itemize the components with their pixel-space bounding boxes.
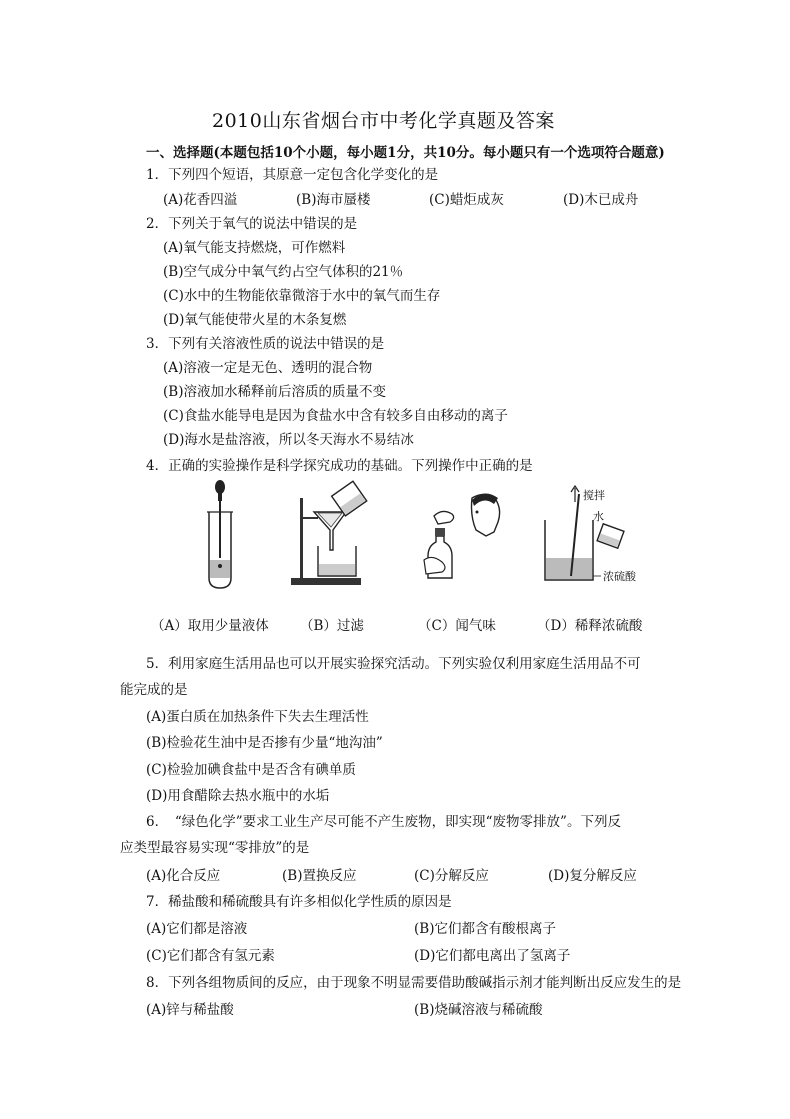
dropper-neck (218, 493, 222, 501)
question-6-option-a: (A)化合反应 (146, 868, 221, 884)
question-3-option-a: (A)溶液一定是无色、透明的混合物 (163, 360, 373, 376)
question-7-option-a: (A)它们都是溶液 (146, 921, 248, 937)
question-7-option-c: (C)它们都含有氢元素 (146, 948, 275, 964)
beaker-acid (546, 558, 592, 579)
question-5-stem-line2: 能完成的是 (120, 682, 188, 698)
hand-wafting (434, 511, 454, 524)
question-5-option-a: (A)蛋白质在加热条件下失去生理活性 (146, 709, 369, 725)
question-2-option-d: (D)氧气能使带火星的木条复燃 (163, 312, 347, 328)
question-6-option-c: (C)分解反应 (414, 868, 489, 884)
caption-d: （D）稀释浓硫酸 (537, 618, 643, 634)
stand-rod (300, 498, 303, 578)
question-2-stem: 2．下列关于氧气的说法中错误的是 (146, 216, 358, 232)
question-7-option-d: (D)它们都电离出了氢离子 (414, 948, 571, 964)
question-5-stem-line1: 5．利用家庭生活用品也可以开展实验探究活动。下列实验仅利用家庭生活用品不可 (146, 656, 641, 672)
question-4-stem: 4．正确的实验操作是科学探究成功的基础。下列操作中正确的是 (146, 458, 533, 474)
beaker-liquid (319, 564, 355, 575)
bottle-stopper (435, 528, 445, 536)
test-tube-liquid (210, 560, 230, 578)
question-8-option-a: (A)锌与稀盐酸 (146, 1002, 234, 1018)
question-8-stem: 8．下列各组物质间的反应，由于现象不明显需要借助酸碱指示剂才能判断出反应发生的是 (146, 975, 682, 991)
eye (476, 511, 479, 514)
question-7-stem: 7．稀盐酸和稀硫酸具有许多相似化学性质的原因是 (146, 894, 452, 910)
label-water: 水 (593, 510, 604, 523)
question-3-option-b: (B)溶液加水稀释前后溶质的质量不变 (163, 384, 386, 400)
question-3-option-c: (C)食盐水能导电是因为食盐水中含有较多自由移动的离子 (163, 408, 508, 424)
page-title: 2010山东省烟台市中考化学真题及答案 (212, 110, 555, 132)
label-stir: 搅拌 (583, 489, 605, 502)
question-3-option-d: (D)海水是盐溶液，所以冬天海水不易结冰 (163, 432, 414, 448)
caption-b: （B）过滤 (300, 618, 364, 634)
filtration-figure (288, 480, 383, 588)
question-7-option-b: (B)它们都含有酸根离子 (414, 921, 556, 937)
question-2-option-a: (A)氧气能支持燃烧，可作燃料 (163, 240, 346, 256)
question-6-option-b: (B)置换反应 (282, 868, 357, 884)
dropper-bulb (215, 480, 225, 494)
stand-base (291, 578, 361, 585)
caption-c: （C）闻气味 (418, 618, 496, 634)
dropper-test-tube-figure (195, 478, 245, 593)
question-1-option-a: (A)花香四溢 (163, 192, 238, 208)
question-1-stem: 1．下列四个短语，其原意一定包含化学变化的是 (146, 167, 439, 183)
question-1-option-c: (C)蜡炬成灰 (429, 192, 504, 208)
question-3-stem: 3．下列有关溶液性质的说法中错误的是 (146, 336, 385, 352)
question-1-option-d: (D)木已成舟 (563, 192, 639, 208)
caption-a: （A）取用少量液体 (151, 618, 269, 634)
question-6-stem-line1: 6． “绿色化学”要求工业生产尽可能不产生废物，即实现“废物零排放”。下列反 (146, 814, 621, 830)
question-2-option-b: (B)空气成分中氧气约占空气体积的21％ (163, 264, 404, 280)
question-5-option-c: (C)检验加碘食盐中是否含有碘单质 (146, 762, 356, 778)
question-8-option-b: (B)烧碱溶液与稀硫酸 (414, 1002, 543, 1018)
water-cup (597, 524, 624, 548)
liquid-drop (218, 564, 222, 568)
section-heading: 一、选择题(本题包括10个小题，每小题1分，共10分。每小题只有一个选项符合题意) (146, 145, 665, 161)
question-6-stem-line2: 应类型最容易实现“零排放”的是 (120, 840, 310, 856)
pouring-beaker (332, 481, 367, 516)
question-1-option-b: (B)海市蜃楼 (296, 192, 371, 208)
smelling-figure (420, 486, 505, 586)
label-concentrated-acid: 浓硫酸 (603, 570, 636, 583)
question-6-option-d: (D)复分解反应 (548, 868, 637, 884)
question-5-option-b: (B)检验花生油中是否掺有少量“地沟油” (146, 735, 383, 751)
question-2-option-c: (C)水中的生物能依靠微溶于水中的氧气而生存 (163, 288, 441, 304)
question-5-option-d: (D)用食醋除去热水瓶中的水垢 (146, 788, 330, 804)
